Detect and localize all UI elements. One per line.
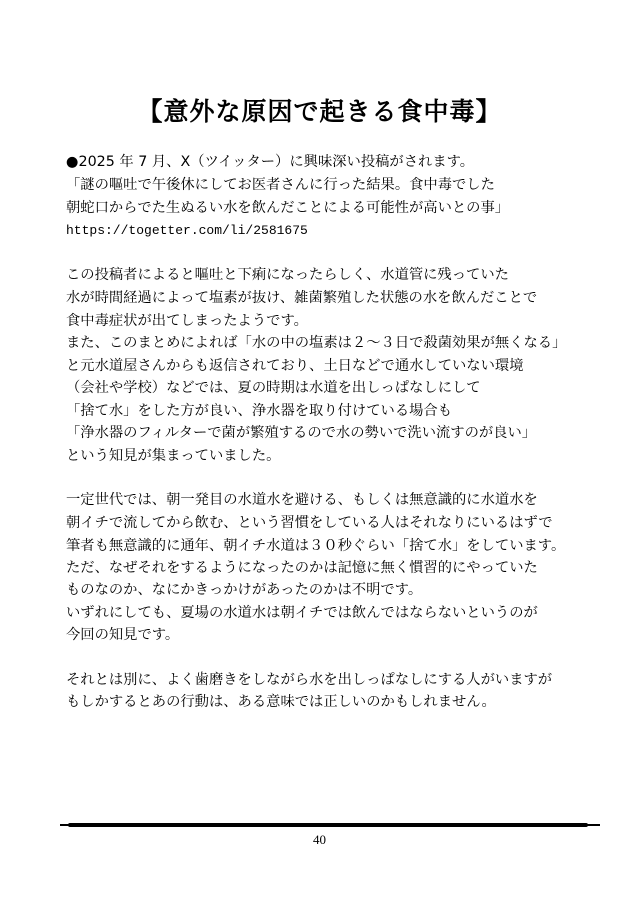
paragraph-line: と元水道屋さんからも返信されており、土日などで通水していない環境 (66, 358, 524, 374)
paragraph-line: 筆者も無意識的に通年、朝イチ水道は３０秒ぐらい「捨て水」をしています。 (66, 538, 566, 554)
paragraph-line: という知見が集まっていました。 (66, 448, 281, 464)
paragraph-line: いずれにしても、夏場の水道水は朝イチでは飲んではならないというのが (66, 605, 538, 621)
paragraph-line: ものなのか、なにかきっかけがあったのかは不明です。 (66, 582, 423, 598)
paragraph-line: 水が時間経過によって塩素が抜け、雑菌繁殖した状態の水を飲んだことで (66, 290, 538, 306)
paragraph-line: 朝イチで流してから飲む、という習慣をしている人はそれなりにいるはずで (66, 515, 553, 531)
paragraph-line: また、このまとめによれば「水の中の塩素は２～３日で殺菌効果が無くなる」 (66, 335, 567, 351)
paragraph-line: 食中毒症状が出てしまったようです。 (66, 313, 308, 329)
paragraph-line: この投稿者によると嘔吐と下痢になったらしく、水道管に残っていた (66, 267, 509, 283)
paragraph-line: （会社や学校）などでは、夏の時期は水道を出しっぱなしにして (66, 380, 481, 396)
page-title: 【意外な原因で起きる食中毒】 (137, 97, 502, 126)
intro-line: ●2025 年 7 月、X（ツイッター）に興味深い投稿がされます。 (66, 154, 475, 170)
paragraph-line: 「捨て水」をした方が良い、浄水器を取り付けている場合も (66, 403, 453, 419)
paragraph-line: 一定世代では、朝一発目の水道水を避ける、もしくは無意識的に水道水を (66, 492, 538, 508)
footer-rule-accent (68, 823, 588, 827)
paragraph-line: もしかするとあの行動は、ある意味では正しいのかもしれません。 (66, 694, 496, 710)
paragraph-line: それとは別に、よく歯磨きをしながら水を出しっぱなしにする人がいますが (66, 672, 553, 688)
source-url-link[interactable]: https://togetter.com/li/2581675 (66, 223, 308, 238)
page-number: 40 (313, 832, 326, 847)
paragraph-line: 今回の知見です。 (66, 627, 180, 643)
intro-line: 「謎の嘔吐で午後休にしてお医者さんに行った結果。食中毒でした (66, 177, 495, 193)
paragraph-line: ただ、なぜそれをするようになったのかは記憶に無く慣習的にやっていた (66, 560, 538, 576)
paragraph-line: 「浄水器のフィルターで菌が繁殖するので水の勢いで洗い流すのが良い」 (66, 425, 537, 441)
intro-line: 朝蛇口からでた生ぬるい水を飲んだことによる可能性が高いとの事」 (66, 200, 510, 216)
